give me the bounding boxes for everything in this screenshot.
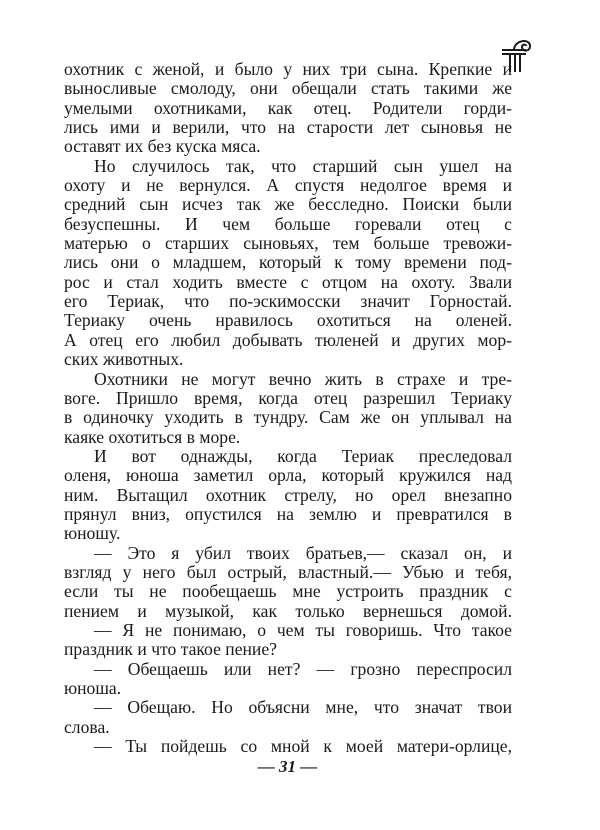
text-line: праздник и что такое пение? <box>64 639 277 660</box>
page-body-text <box>64 60 512 756</box>
text-line: пением и музыкой, как только вернешься домой. <box>64 600 512 621</box>
text-line: — Ты пойдешь со мной к моей матери-орлице, <box>94 736 512 757</box>
text-line: оставят их без куска мяса. <box>64 136 261 157</box>
text-line: Охотники не могут вечно жить в страхе и тре- <box>94 368 512 389</box>
text-line: ских животных. <box>64 349 184 370</box>
text-line: Но случилось так, что старший сын ушел на <box>94 155 512 176</box>
text-line: — Это я убил твоих братьев,— сказал он, и <box>94 542 512 563</box>
text-line: средний сын исчез так же бесследно. Поиски были <box>64 194 512 215</box>
text-line: умелыми охотниками, как отец. Родители горди- <box>64 97 512 118</box>
text-line: каяке охотиться в море. <box>64 426 241 447</box>
text-line: оленя, юноша заметил орла, который кружился над <box>64 465 512 486</box>
text-line: И вот однажды, когда Териак преследовал <box>94 445 512 466</box>
text-line: — Я не понимаю, о чем ты говоришь. Что такое <box>94 619 512 640</box>
text-line: если ты не пообещаешь мне устроить праздник с <box>64 581 512 602</box>
text-line: матерью о старших сыновьях, тем больше тревожи- <box>64 233 512 254</box>
text-line: прянул вниз, опустился на землю и превратился в <box>64 503 512 524</box>
text-line: его Териак, что по-эскимосски значит Горностай. <box>64 291 512 312</box>
text-line: юношу. <box>64 523 121 544</box>
text-line: лись они о младшем, который к тому времени под- <box>64 252 512 273</box>
text-line: юноша. <box>64 678 122 698</box>
text-line: в одиночку уходить в тундру. Сам же он уплывал на <box>64 407 512 428</box>
text-line: — Обещаешь или нет? — грозно переспросил <box>94 658 512 679</box>
text-line: взгляд у него был острый, властный.— Убью и тебя, <box>64 561 512 582</box>
text-line: лись ими и верили, что на старости лет сыновья не <box>64 117 512 138</box>
page-number: — 31 — <box>257 757 318 776</box>
text-line: охотник с женой, и было у них три сына. Крепкие и <box>64 59 512 79</box>
text-line: рос и стал ходить вместе с отцом на охоту. Звали <box>64 271 512 292</box>
text-line: ним. Вытащил охотник стрелу, но орел внезапно <box>64 484 512 505</box>
text-line: безуспешны. И чем больше горевали отец с <box>64 213 512 234</box>
text-line: А отец его любил добывать тюленей и других мор- <box>64 329 512 350</box>
text-line: — Обещаю. Но объясни мне, что значат твои <box>94 697 512 718</box>
text-line: охоту и не вернулся. А спустя недолгое время и <box>64 175 512 196</box>
text-line: слова. <box>64 716 110 737</box>
text-line: выносливые смолоду, они обещали стать такими же <box>64 78 512 99</box>
text-line: воге. Пришло время, когда отец разрешил Териаку <box>64 387 512 408</box>
text-line: Териаку очень нравилось охотиться на оленей. <box>64 310 512 331</box>
